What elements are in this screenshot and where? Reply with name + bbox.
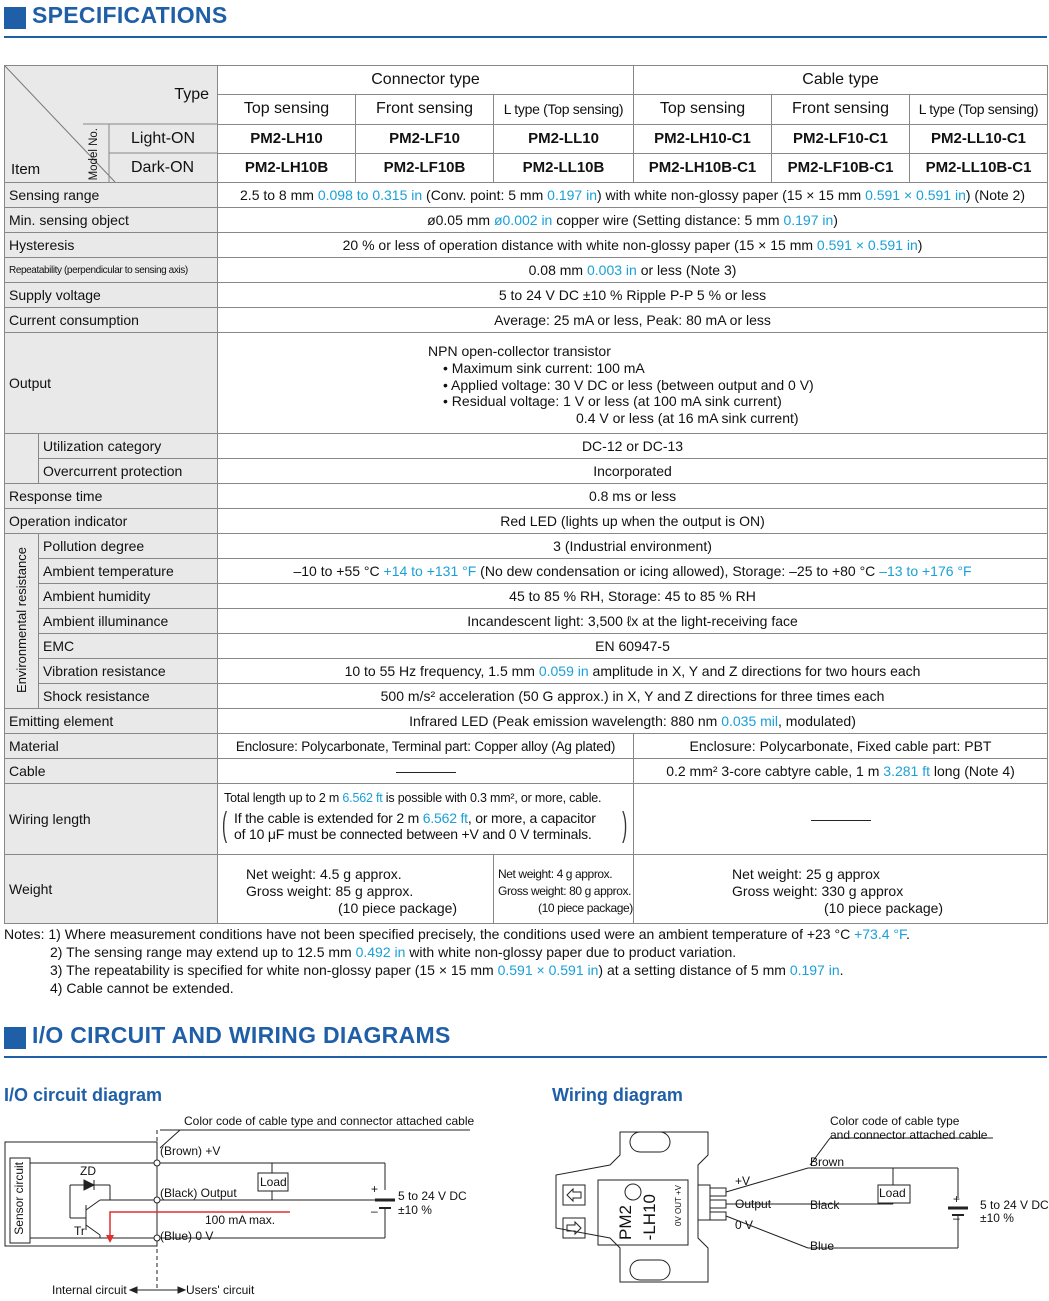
- weight-connector-value: Net weight: 4.5 g approx. Gross weight: 85 g approx. (10 piece package): [218, 855, 494, 924]
- output-label: Output: [735, 1197, 772, 1211]
- supply-label: 5 to 24 V DC: [980, 1198, 1049, 1212]
- column-header: L type (Top sensing): [494, 95, 634, 124]
- row-label: Hysteresis: [5, 233, 218, 258]
- model-light-on: PM2-LF10: [356, 124, 494, 153]
- model-light-on: PM2-LH10-C1: [634, 124, 772, 153]
- row-label: Pollution degree: [39, 534, 218, 559]
- material-connector-value: Enclosure: Polycarbonate, Terminal part: Copper alloy (Ag plated): [218, 734, 634, 759]
- response-value: 0.8 ms or less: [218, 484, 1048, 509]
- wiring-length-value: Total length up to 2 m 6.562 ft is possible with 0.3 mm², or more, cable. ( If the cable is extended for 2 m 6.562 ft, or more, a capacitor of 10 μF must be connected between +V and 0 V terminals. ): [218, 784, 634, 855]
- row-label: Overcurrent protection: [39, 459, 218, 484]
- plus-label: +: [371, 1182, 379, 1196]
- cable-connector-dash: [218, 759, 634, 784]
- minus-label: –: [953, 1211, 960, 1225]
- wiring-diagram: [548, 1110, 1049, 1301]
- ambient-illuminance-value: Incandescent light: 3,500 ℓx at the light-receiving face: [218, 609, 1048, 634]
- wiring-diagram-title: Wiring diagram: [552, 1085, 683, 1105]
- cable-type-header: Cable type: [634, 66, 1048, 95]
- users-circuit-label: Users' circuit: [186, 1283, 255, 1297]
- vibration-value: 10 to 55 Hz frequency, 1.5 mm 0.059 in amplitude in X, Y and Z directions for two hours each: [218, 659, 1048, 684]
- material-cable-value: Enclosure: Polycarbonate, Fixed cable part: PBT: [634, 734, 1048, 759]
- sensing-range-value: 2.5 to 8 mm 0.098 to 0.315 in (Conv. point: 5 mm 0.197 in) with white non-glossy paper (15 × 15 mm 0.591 × 0.591 in) (Note 2): [218, 183, 1048, 208]
- io-title: I/O CIRCUIT AND WIRING DIAGRAMS: [32, 1022, 451, 1048]
- type-item-header-cell: [5, 66, 218, 183]
- model-dark-on: PM2-LL10B: [494, 153, 634, 182]
- tolerance-label: ±10 %: [398, 1203, 432, 1217]
- environmental-resistance-label: Environmental resistance: [5, 534, 39, 709]
- zero-v-label: 0 V: [735, 1218, 754, 1232]
- model-light-on: PM2-LL10: [494, 124, 634, 153]
- cable-value: 0.2 mm² 3-core cabtyre cable, 1 m 3.281 ft long (Note 4): [634, 759, 1048, 784]
- row-label: Utilization category: [39, 434, 218, 459]
- load-label: Load: [879, 1186, 906, 1200]
- row-label: Response time: [5, 484, 218, 509]
- row-label: Min. sensing object: [5, 208, 218, 233]
- plus-label: +: [953, 1192, 961, 1206]
- model-no-label: Model No.: [88, 128, 100, 181]
- row-label: Wiring length: [5, 784, 218, 855]
- min-object-value: ø0.05 mm ø0.002 in copper wire (Setting distance: 5 mm 0.197 in): [218, 208, 1048, 233]
- column-header: Top sensing: [634, 95, 772, 124]
- model-dark-on: PM2-LH10B: [218, 153, 356, 182]
- shock-value: 500 m/s² acceleration (50 G approx.) in X, Y and Z directions for three times each: [218, 684, 1048, 709]
- note-1: Notes: 1) Where measurement conditions have not been specified precisely, the conditions used were an ambient temperature of +23 °C +73.4 °F.: [4, 926, 910, 942]
- wiring-color-code-label-2: and connector attached cable: [830, 1128, 988, 1142]
- minus-label: –: [371, 1204, 378, 1218]
- hysteresis-value: 20 % or less of operation distance with white non-glossy paper (15 × 15 mm 0.591 × 0.591 in): [218, 233, 1048, 258]
- ambient-humidity-value: 45 to 85 % RH, Storage: 45 to 85 % RH: [218, 584, 1048, 609]
- row-label: Current consumption: [5, 308, 218, 333]
- io-section-header: [4, 1022, 1047, 1058]
- specifications-section-header: [4, 2, 1047, 38]
- overcurrent-value: Incorporated: [218, 459, 1048, 484]
- emitting-value: Infrared LED (Peak emission wavelength: 880 nm 0.035 mil, modulated): [218, 709, 1048, 734]
- specifications-title: SPECIFICATIONS: [32, 2, 228, 28]
- model-label-1: PM2: [616, 1205, 635, 1240]
- max-current-label: 100 mA max.: [205, 1213, 276, 1227]
- io-circuit-title: I/O circuit diagram: [4, 1085, 163, 1105]
- model-light-on: PM2-LH10: [218, 124, 356, 153]
- wiring-length-cable-dash: [634, 784, 1048, 855]
- model-light-on: PM2-LF10-C1: [772, 124, 910, 153]
- row-label: Operation indicator: [5, 509, 218, 534]
- load-label: Load: [260, 1175, 287, 1189]
- specifications-table: [4, 65, 1048, 924]
- blue-wire-label: (Blue) 0 V: [160, 1229, 214, 1243]
- light-on-label: Light-ON: [131, 130, 196, 147]
- internal-circuit-label: Internal circuit: [52, 1283, 127, 1297]
- row-label: Repeatability (perpendicular to sensing axis): [5, 258, 218, 283]
- supply-voltage-value: 5 to 24 V DC ±10 % Ripple P-P 5 % or less: [218, 283, 1048, 308]
- io-color-code-label: Color code of cable type and connector attached cable: [184, 1114, 475, 1128]
- model-dark-on: PM2-LF10B-C1: [772, 153, 910, 182]
- ambient-temperature-value: –10 to +55 °C +14 to +131 °F (No dew condensation or icing allowed), Storage: –25 to +80 °C –13 to +176 °F: [218, 559, 1048, 584]
- model-light-on: PM2-LL10-C1: [910, 124, 1048, 153]
- weight-cable-value: Net weight: 25 g approx Gross weight: 330 g approx (10 piece package): [634, 855, 1048, 924]
- row-label: Ambient temperature: [39, 559, 218, 584]
- blue-label: Blue: [810, 1239, 835, 1253]
- zd-label: ZD: [80, 1164, 96, 1178]
- note-4: 4) Cable cannot be extended.: [50, 980, 234, 996]
- utilization-value: DC-12 or DC-13: [218, 434, 1048, 459]
- wiring-color-code-label-1: Color code of cable type: [830, 1114, 960, 1128]
- row-label: Vibration resistance: [39, 659, 218, 684]
- current-value: Average: 25 mA or less, Peak: 80 mA or less: [218, 308, 1048, 333]
- output-value: NPN open-collector transistor • Maximum sink current: 100 mA • Applied voltage: 30 V DC or less (between output and 0 V) • Residual voltage: 1 V or less (at 100 mA sink current) 0.4 V or less (at 16 mA sink current): [218, 333, 1048, 434]
- row-label: Ambient illuminance: [39, 609, 218, 634]
- column-header: Front sensing: [356, 95, 494, 124]
- row-label: EMC: [39, 634, 218, 659]
- model-dark-on: PM2-LF10B: [356, 153, 494, 182]
- row-label: Emitting element: [5, 709, 218, 734]
- row-label: Ambient humidity: [39, 584, 218, 609]
- io-circuit-diagram: [0, 1110, 500, 1301]
- pin-labels: 0V OUT +V: [674, 1185, 683, 1226]
- row-label: Output: [5, 333, 218, 434]
- pollution-value: 3 (Industrial environment): [218, 534, 1048, 559]
- supply-label: 5 to 24 V DC: [398, 1189, 467, 1203]
- sensor-circuit-label: Sensor circuit: [12, 1162, 26, 1235]
- row-label: Sensing range: [5, 183, 218, 208]
- model-label-2: -LH10: [640, 1194, 659, 1241]
- black-label: Black: [810, 1198, 840, 1212]
- emc-value: EN 60947-5: [218, 634, 1048, 659]
- connector-type-header: Connector type: [218, 66, 634, 95]
- section-marker: [4, 7, 26, 29]
- indicator-value: Red LED (lights up when the output is ON): [218, 509, 1048, 534]
- plus-v-label: +V: [735, 1174, 751, 1188]
- dark-on-label: Dark-ON: [131, 159, 195, 176]
- model-dark-on: PM2-LH10B-C1: [634, 153, 772, 182]
- section-marker: [4, 1027, 26, 1049]
- column-header: Top sensing: [218, 95, 356, 124]
- brown-label: Brown: [810, 1155, 845, 1169]
- row-label: Shock resistance: [39, 684, 218, 709]
- tr-label: Tr: [74, 1224, 85, 1238]
- row-label: Cable: [5, 759, 218, 784]
- notes: [4, 925, 910, 997]
- black-wire-label: (Black) Output: [160, 1186, 237, 1200]
- column-header: L type (Top sensing): [910, 95, 1048, 124]
- model-dark-on: PM2-LL10B-C1: [910, 153, 1048, 182]
- item-label: Item: [11, 161, 41, 178]
- row-label: Material: [5, 734, 218, 759]
- column-header: Front sensing: [772, 95, 910, 124]
- output-sub-spacer: [5, 434, 39, 484]
- row-label: Supply voltage: [5, 283, 218, 308]
- type-label: Type: [174, 86, 210, 103]
- note-2: 2) The sensing range may extend up to 12.5 mm 0.492 in with white non-glossy paper due to product variation.: [50, 944, 737, 960]
- weight-l-type-value: Net weight: 4 g approx. Gross weight: 80 g approx. (10 piece package): [494, 855, 634, 924]
- brown-wire-label: (Brown) +V: [160, 1144, 221, 1158]
- tolerance-label: ±10 %: [980, 1211, 1014, 1225]
- repeatability-value: 0.08 mm 0.003 in or less (Note 3): [218, 258, 1048, 283]
- note-3: 3) The repeatability is specified for white non-glossy paper (15 × 15 mm 0.591 × 0.591 in) at a setting distance of 5 mm 0.197 in.: [50, 962, 844, 978]
- row-label: Weight: [5, 855, 218, 924]
